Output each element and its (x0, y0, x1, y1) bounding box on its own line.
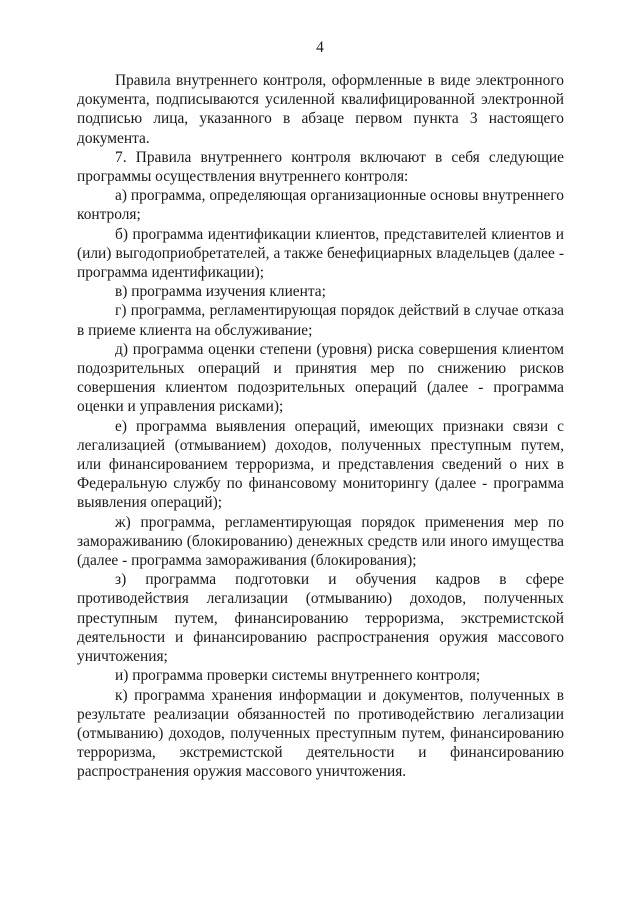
document-body (77, 71, 564, 782)
paragraph-subitem-k: к) программа хранения информации и документов, полученных в результате реализации обязанностей по противодействию легализации (отмыванию) доходов, полученных преступным путем, финансированию терроризма, экстремистской деятельности и финансированию распространения оружия массового уничтожения. (77, 686, 564, 781)
paragraph-subitem-i: и) программа проверки системы внутреннего контроля; (115, 667, 481, 685)
paragraph-subitem-z: з) программа подготовки и обучения кадров в сфере противодействия легализации (отмыванию) доходов, полученных преступным путем, финансированию терроризма, экстремистской деятельности и финансированию распространения оружия массового уничтожения; (77, 571, 564, 666)
paragraph-subitem-v: в) программа изучения клиента; (115, 283, 326, 301)
paragraph-subitem-zh: ж) программа, регламентирующая порядок применения мер по замораживанию (блокированию) денежных средств или иного имущества (далее - программа замораживания (блокирования); (77, 513, 564, 570)
paragraph-item-7: 7. Правила внутреннего контроля включают в себя следующие программы осуществления внутреннего контроля: (77, 148, 564, 186)
paragraph-subitem-g: г) программа, регламентирующая порядок действий в случае отказа в приеме клиента на обслуживание; (77, 302, 564, 339)
paragraph-signature-rules: Правила внутреннего контроля, оформленные в виде электронного документа, подписываются усиленной квалифицированной электронной подписью лица, указанного в абзаце первом пункта 3 настоящего документа. (77, 72, 564, 147)
paragraph-subitem-b: б) программа идентификации клиентов, представителей клиентов и (или) выгодоприобретателей, а также бенефициарных владельцев (далее - программа идентификации); (77, 225, 564, 282)
paragraph-subitem-e: е) программа выявления операций, имеющих признаки связи с легализацией (отмыванием) доходов, полученных преступным путем, или финансированием терроризма, и представления сведений о них в Федеральную службу по финансовому мониторингу (далее - программа выявления операций); (77, 417, 564, 512)
page-number: 4 (316, 39, 324, 56)
paragraph-subitem-d: д) программа оценки степени (уровня) риска совершения клиентом подозрительных операций и принятия мер по снижению рисков совершения клиентом подозрительных операций (далее - программа оценки и управления рисками); (77, 340, 564, 416)
paragraph-subitem-a: а) программа, определяющая организационные основы внутреннего контроля; (77, 187, 564, 224)
